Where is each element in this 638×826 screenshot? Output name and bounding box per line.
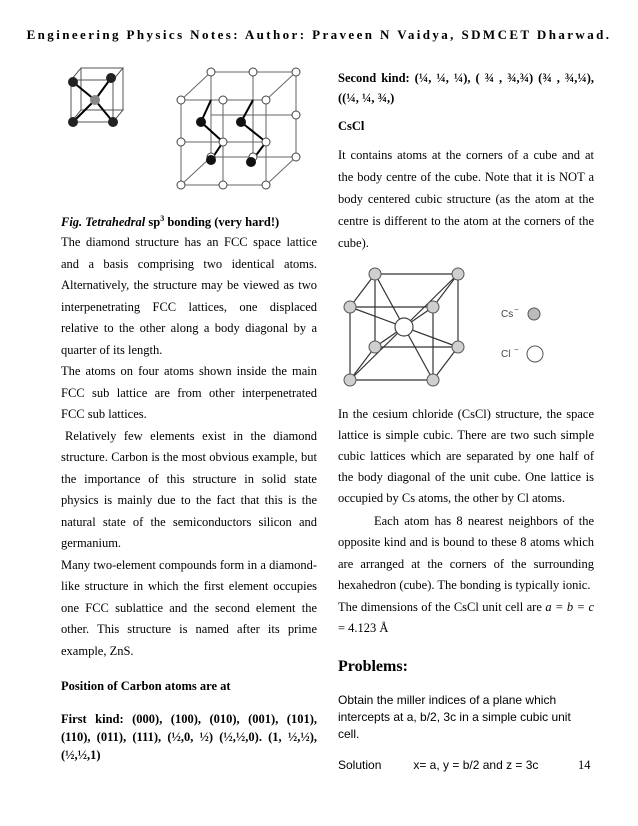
diamond-paragraph-3: Relatively few elements exist in the diamond structure. Carbon is the most obvious example, but the importance of this structure in solid state physics is mainly due to the fact that this is the natural state of the semiconductors silicon and germanium. [61,428,317,551]
legend-cl-sign: − [514,344,519,354]
cscl-structure-figure [338,262,594,392]
legend-cl-label: Cl [501,348,511,360]
cs-atom-icon [528,308,540,320]
legend-cs-label: Cs [501,308,514,320]
second-kind-text: Second kind: (¼, ¼, ¼), ( ¾ , ¾,¾) (¾ , ¾,¼), ((¼, ¼, ¾,) [338,71,594,105]
cl-atom-icon [527,346,543,362]
diamond-paragraph-1: The diamond structure has an FCC space lattice and a basis comprising two identical atoms. Alternatively, the structure may be viewed as two interpenetrating FCC lattices, one displaced relative to the other along a body diagonal by a quarter of its length. [61,235,317,357]
cscl-paragraph-3: Each atom has 8 nearest neighbors of the opposite kind and is bound to these 8 atoms which are arranged at the corners of the surrounding hexahedron (cube). The bonding is typically ionic. [338,513,594,592]
diamond-paragraph-4: Many two-element compounds form in a diamond-like structure in which the first element occupies one FCC sublattice and the second element the other. This structure is named after its prime example, ZnS. [61,557,317,658]
figure-caption [61,209,317,232]
diamond-structure-figure [61,60,317,205]
unit-cell-equation: a = b = c [545,599,594,614]
caption-prefix: Fig. Tetrahedral [61,215,146,230]
page-number: 14 [578,758,591,772]
first-kind-values: (000), (100), (010), (001), (101), (110), (011), (111), (½,0, ½) (½,½,0). (1, ½,½), (½,½,1) [61,711,317,762]
solution-label: Solution [338,757,382,772]
solution-text: x= a, y = b/2 and z = 3c [413,757,539,772]
diamond-paragraph-2: The atoms on four atoms shown inside the main FCC sub lattice are from other interpenetrated FCC sub lattices. [61,364,317,422]
cscl-paragraph-2: In the cesium chloride (CsCl) structure, the space lattice is simple cubic. There are two such simple cubic lattices which are separated by one half of the body diagonal of the unit cube. One lattice is occupied by Cs atoms, the other by Cl atoms. [338,406,594,505]
first-kind-text [61,710,317,764]
position-heading: Position of Carbon atoms are at [61,679,231,694]
solution-row [338,755,594,775]
page-header: Engineering Physics Notes: Author: Praveen N Vaidya, SDMCET Dharwad. [26,27,612,42]
unit-cell-value: = 4.123 Å [338,621,389,635]
left-column [61,60,317,764]
cscl-paragraph-1: It contains atoms at the corners of a cube and at the body centre of the cube. Note that it is NOT a body centered cubic structure (as the atom at the centre is different to the atom at the corners of the cube). [338,147,594,250]
cscl-paragraph-4 [338,597,594,640]
legend-cs-sign: − [514,304,519,314]
first-kind-label: First kind: [61,711,124,726]
cscl-heading: CsCl [338,119,365,133]
problems-heading: Problems: [338,657,408,675]
caption-sp: sp [148,215,161,230]
caption-superscript: 3 [160,214,165,223]
caption-rest: bonding (very hard!) [167,215,280,230]
right-column [338,68,594,775]
problem-text: Obtain the miller indices of a plane which intercepts at a, b/2, 3c in a simple cubic unit cell. [338,692,571,741]
unit-cell-text: The dimensions of the CsCl unit cell are [338,599,542,614]
